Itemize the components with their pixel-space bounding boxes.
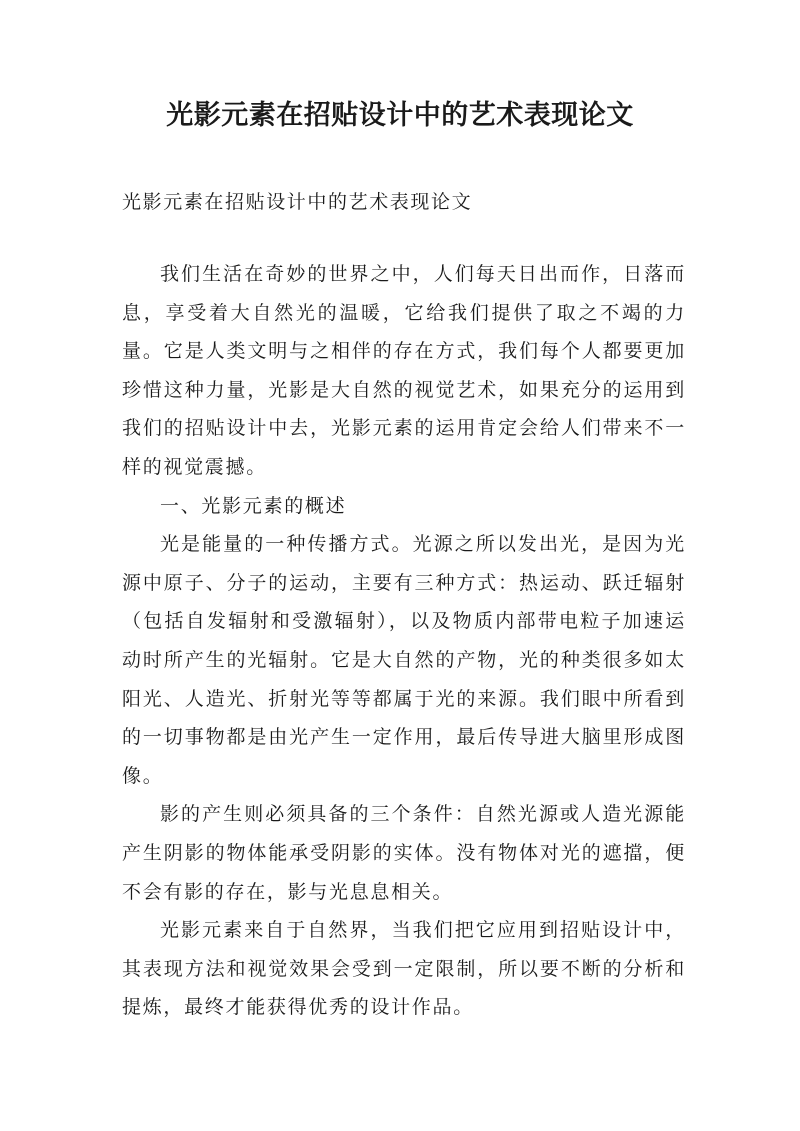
- document-body: [122, 255, 686, 1027]
- paragraph-shadow: 影的产生则必须具备的三个条件：自然光源或人造光源能产生阴影的物体能承受阴影的实体。没有物体对光的遮擋，便不会有影的存在，影与光息息相关。: [122, 803, 686, 903]
- section-heading: 一、光影元素的概述: [160, 494, 347, 517]
- paragraph-application: 光影元素来自于自然界，当我们把它应用到招贴设计中，其表现方法和视觉效果会受到一定限制，所以要不断的分析和提炼，最终才能获得优秀的设计作品。: [122, 919, 686, 1019]
- paragraph-light: 光是能量的一种传播方式。光源之所以发出光，是因为光源中原子、分子的运动，主要有三种方式：热运动、跃迁辐射（包括自发辐射和受激辐射），以及物质内部带电粒子加速运动时所产生的光辐射。它是大自然的产物，光的种类很多如太阳光、人造光、折射光等等都属于光的来源。我们眼中所看到的一切事物都是由光产生一定作用，最后传导进大脑里形成图像。: [122, 533, 686, 787]
- document-subtitle: 光影元素在招贴设计中的艺术表现论文: [122, 191, 473, 213]
- paragraph-intro: 我们生活在奇妙的世界之中，人们每天日出而作，日落而息，享受着大自然光的温暖，它给我们提供了取之不竭的力量。它是人类文明与之相伴的存在方式，我们每个人都要更加珍惜这种力量，光影是大自然的视觉艺术，如果充分的运用到我们的招贴设计中去，光影元素的运用肯定会给人们带来不一样的视觉震撼。: [122, 263, 686, 478]
- document-title: 光影元素在招贴设计中的艺术表现论文: [166, 100, 634, 131]
